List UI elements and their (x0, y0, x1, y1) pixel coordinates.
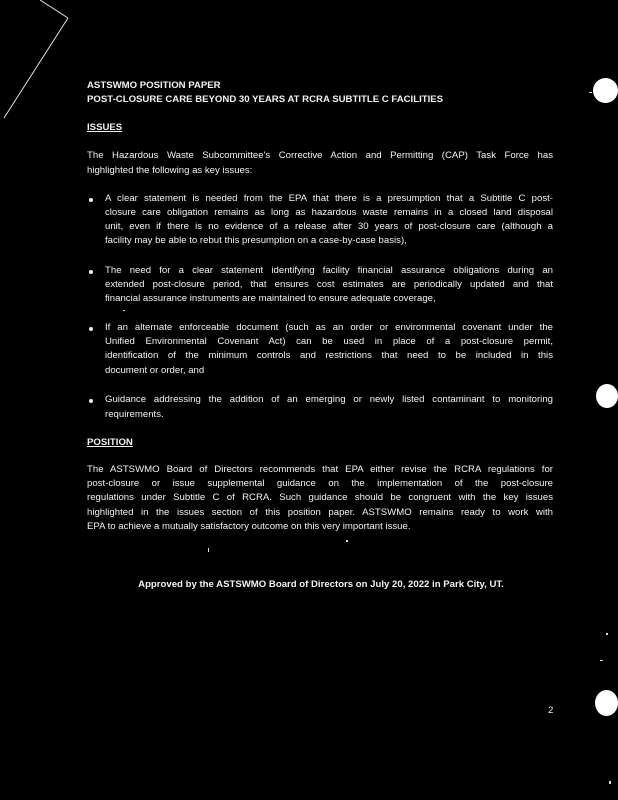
page-number: 2 (548, 705, 554, 716)
bullet-dot (89, 270, 93, 274)
corner-fold-line (0, 0, 80, 125)
scan-speck (589, 92, 592, 93)
bullet-1-line: facility may be able to rebut this presumption on a case-by-case basis), (105, 235, 407, 246)
approval-statement: Approved by the ASTSWMO Board of Directors on July 20, 2022 in Park City, UT. (138, 579, 504, 590)
bullet-1-line: A clear statement is needed from the EPA that there is a presumption that a Subtitle C post- (105, 193, 553, 204)
bullet-3-line: Unified Environmental Covenant Act) can be used in place of a post-closure permit, (105, 336, 553, 347)
scan-speck (346, 540, 348, 542)
bullet-3-line: document or order, and (105, 365, 205, 376)
scan-speck (600, 660, 603, 661)
paper-title: POST-CLOSURE CARE BEYOND 30 YEARS AT RCRA SUBTITLE C FACILITIES (87, 94, 444, 105)
bullet-1-line: closure care obligation remains as long as hazardous waste remains in a closed land disposal (105, 207, 553, 218)
bullet-2-line: financial assurance instruments are maintained to ensure adequate coverage, (105, 293, 436, 304)
position-line: EPA to achieve a mutually satisfactory outcome on this very important issue. (87, 521, 411, 532)
bullet-dot (89, 198, 93, 202)
punch-hole-middle (596, 384, 618, 408)
scan-speck (123, 310, 125, 311)
position-line: regulations under Subtitle C of RCRA. Such guidance should be congruent with the key issues (87, 492, 553, 503)
position-line: highlighted in the issues section of this position paper. ASTSWMO remains ready to work with (87, 507, 553, 518)
bullet-dot (89, 399, 93, 403)
position-line: The ASTSWMO Board of Directors recommends that EPA either revise the RCRA regulations for (87, 464, 553, 475)
bullet-4-line: requirements. (105, 409, 164, 420)
bullet-3-line: identification of the minimum controls and restrictions that need to be included in this (105, 350, 553, 361)
punch-hole-bottom (595, 690, 618, 716)
scan-speck (606, 633, 608, 635)
bullet-2-line: The need for a clear statement identifying facility financial assurance obligations during an (105, 265, 553, 276)
paper-label: ASTSWMO POSITION PAPER (87, 80, 221, 91)
scan-speck (208, 548, 209, 552)
position-line: post-closure or issue supplemental guidance on the implementation of the post-closure (87, 478, 553, 489)
issues-intro-line: highlighted the following as key issues: (87, 165, 253, 176)
punch-hole-top (593, 78, 618, 103)
bullet-4-line: Guidance addressing the addition of an emerging or newly listed contaminant to monitoring (105, 394, 553, 405)
bullet-2-line: extended post-closure period, that ensures cost estimates are periodically updated and that (105, 279, 553, 290)
bullet-3-line: If an alternate enforceable document (such as an order or environmental covenant under the (105, 322, 553, 333)
issues-intro-line: The Hazardous Waste Subcommittee's Corrective Action and Permitting (CAP) Task Force has (87, 150, 553, 161)
position-heading: POSITION (87, 437, 133, 448)
scan-speck (609, 781, 611, 784)
bullet-dot (89, 327, 93, 331)
issues-heading: ISSUES (87, 122, 123, 133)
bullet-1-line: unit, even if there is no evidence of a release after 30 years of post-closure care (although a (105, 221, 553, 232)
